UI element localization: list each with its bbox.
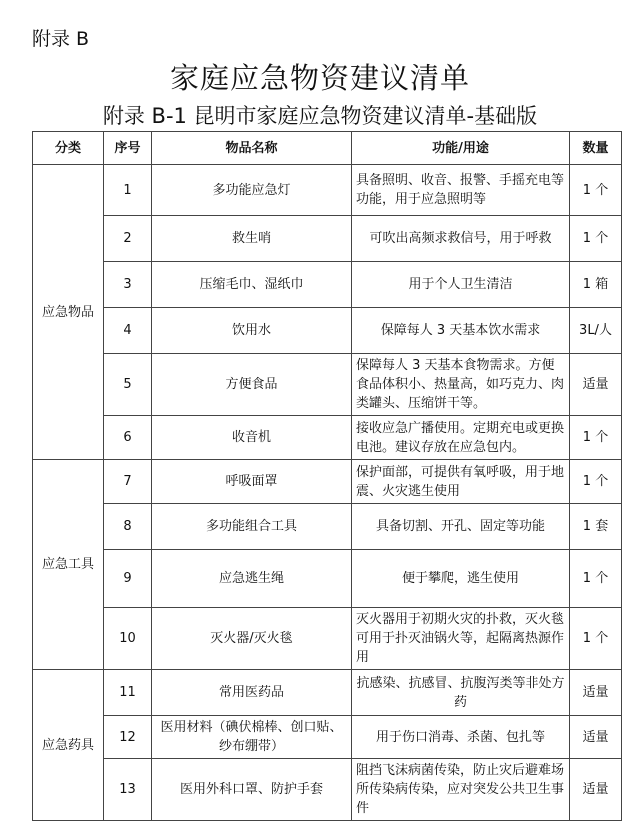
- item-name: 方便食品: [152, 354, 352, 416]
- table-row: [33, 460, 622, 504]
- item-name: 常用医药品: [152, 670, 352, 716]
- row-number: 7: [104, 460, 152, 504]
- row-number: 12: [104, 716, 152, 759]
- page-title: 家庭应急物资建议清单: [169, 61, 470, 95]
- item-quantity: 1 个: [570, 165, 622, 216]
- item-quantity: 1 个: [570, 460, 622, 504]
- table-row: [33, 216, 622, 262]
- item-name: 医用外科口罩、防护手套: [152, 759, 352, 821]
- item-quantity: 1 箱: [570, 262, 622, 308]
- column-header-function: 功能/用途: [352, 132, 570, 165]
- item-name: 饮用水: [152, 308, 352, 354]
- table-row: [33, 759, 622, 821]
- item-quantity: 适量: [570, 716, 622, 759]
- item-quantity: 3L/人: [570, 308, 622, 354]
- table-row: [33, 165, 622, 216]
- row-number: 4: [104, 308, 152, 354]
- category-cell: 应急药具: [33, 670, 104, 821]
- row-number: 10: [104, 608, 152, 670]
- item-quantity: 适量: [570, 670, 622, 716]
- item-function: 灭火器用于初期火灾的扑救，灭火毯可用于扑灭油锅火等，起隔离热源作用: [352, 608, 570, 670]
- column-header-item-name: 物品名称: [152, 132, 352, 165]
- item-function: 保障每人 3 天基本食物需求。方便食品体积小、热量高，如巧克力、肉类罐头、压缩饼干等。: [352, 354, 570, 416]
- item-function: 阻挡飞沫病菌传染，防止灾后避难场所传染病传染，应对突发公共卫生事件: [352, 759, 570, 821]
- table-row: [33, 608, 622, 670]
- row-number: 11: [104, 670, 152, 716]
- item-function: 用于伤口消毒、杀菌、包扎等: [352, 716, 570, 759]
- item-name: 多功能应急灯: [152, 165, 352, 216]
- item-function: 接收应急广播使用。定期充电或更换电池。建议存放在应急包内。: [352, 416, 570, 460]
- row-number: 1: [104, 165, 152, 216]
- item-name: 应急逃生绳: [152, 550, 352, 608]
- item-quantity: 适量: [570, 354, 622, 416]
- item-function: 抗感染、抗感冒、抗腹泻类等非处方药: [352, 670, 570, 716]
- table-row: [33, 416, 622, 460]
- item-name: 灭火器/灭火毯: [152, 608, 352, 670]
- column-header-category: 分类: [33, 132, 104, 165]
- table-row: [33, 716, 622, 759]
- row-number: 8: [104, 504, 152, 550]
- item-function: 保障每人 3 天基本饮水需求: [352, 308, 570, 354]
- appendix-label: 附录 B: [32, 28, 90, 50]
- item-quantity: 1 个: [570, 216, 622, 262]
- page-subtitle: 附录 B-1 昆明市家庭应急物资建议清单-基础版: [102, 104, 538, 128]
- row-number: 9: [104, 550, 152, 608]
- item-name: 压缩毛巾、湿纸巾: [152, 262, 352, 308]
- item-name: 医用材料（碘伏棉棒、创口贴、纱布绷带）: [152, 716, 352, 759]
- item-name: 呼吸面罩: [152, 460, 352, 504]
- item-quantity: 1 个: [570, 550, 622, 608]
- table-row: [33, 308, 622, 354]
- item-function: 用于个人卫生清洁: [352, 262, 570, 308]
- table-row: [33, 354, 622, 416]
- category-cell: 应急工具: [33, 460, 104, 670]
- table-row: [33, 670, 622, 716]
- row-number: 5: [104, 354, 152, 416]
- item-quantity: 适量: [570, 759, 622, 821]
- column-header-number: 序号: [104, 132, 152, 165]
- row-number: 3: [104, 262, 152, 308]
- row-number: 13: [104, 759, 152, 821]
- category-cell: 应急物品: [33, 165, 104, 460]
- row-number: 2: [104, 216, 152, 262]
- item-function: 保护面部，可提供有氧呼吸，用于地震、火灾逃生使用: [352, 460, 570, 504]
- supplies-table: [32, 131, 622, 821]
- item-function: 便于攀爬，逃生使用: [352, 550, 570, 608]
- item-name: 多功能组合工具: [152, 504, 352, 550]
- item-function: 可吹出高频求救信号，用于呼救: [352, 216, 570, 262]
- item-function: 具备照明、收音、报警、手摇充电等功能，用于应急照明等: [352, 165, 570, 216]
- table-row: [33, 262, 622, 308]
- column-header-quantity: 数量: [570, 132, 622, 165]
- row-number: 6: [104, 416, 152, 460]
- table-row: [33, 504, 622, 550]
- item-quantity: 1 个: [570, 608, 622, 670]
- table-row: [33, 550, 622, 608]
- item-function: 具备切割、开孔、固定等功能: [352, 504, 570, 550]
- item-name: 救生哨: [152, 216, 352, 262]
- item-name: 收音机: [152, 416, 352, 460]
- item-quantity: 1 个: [570, 416, 622, 460]
- table-header-row: [33, 132, 622, 165]
- item-quantity: 1 套: [570, 504, 622, 550]
